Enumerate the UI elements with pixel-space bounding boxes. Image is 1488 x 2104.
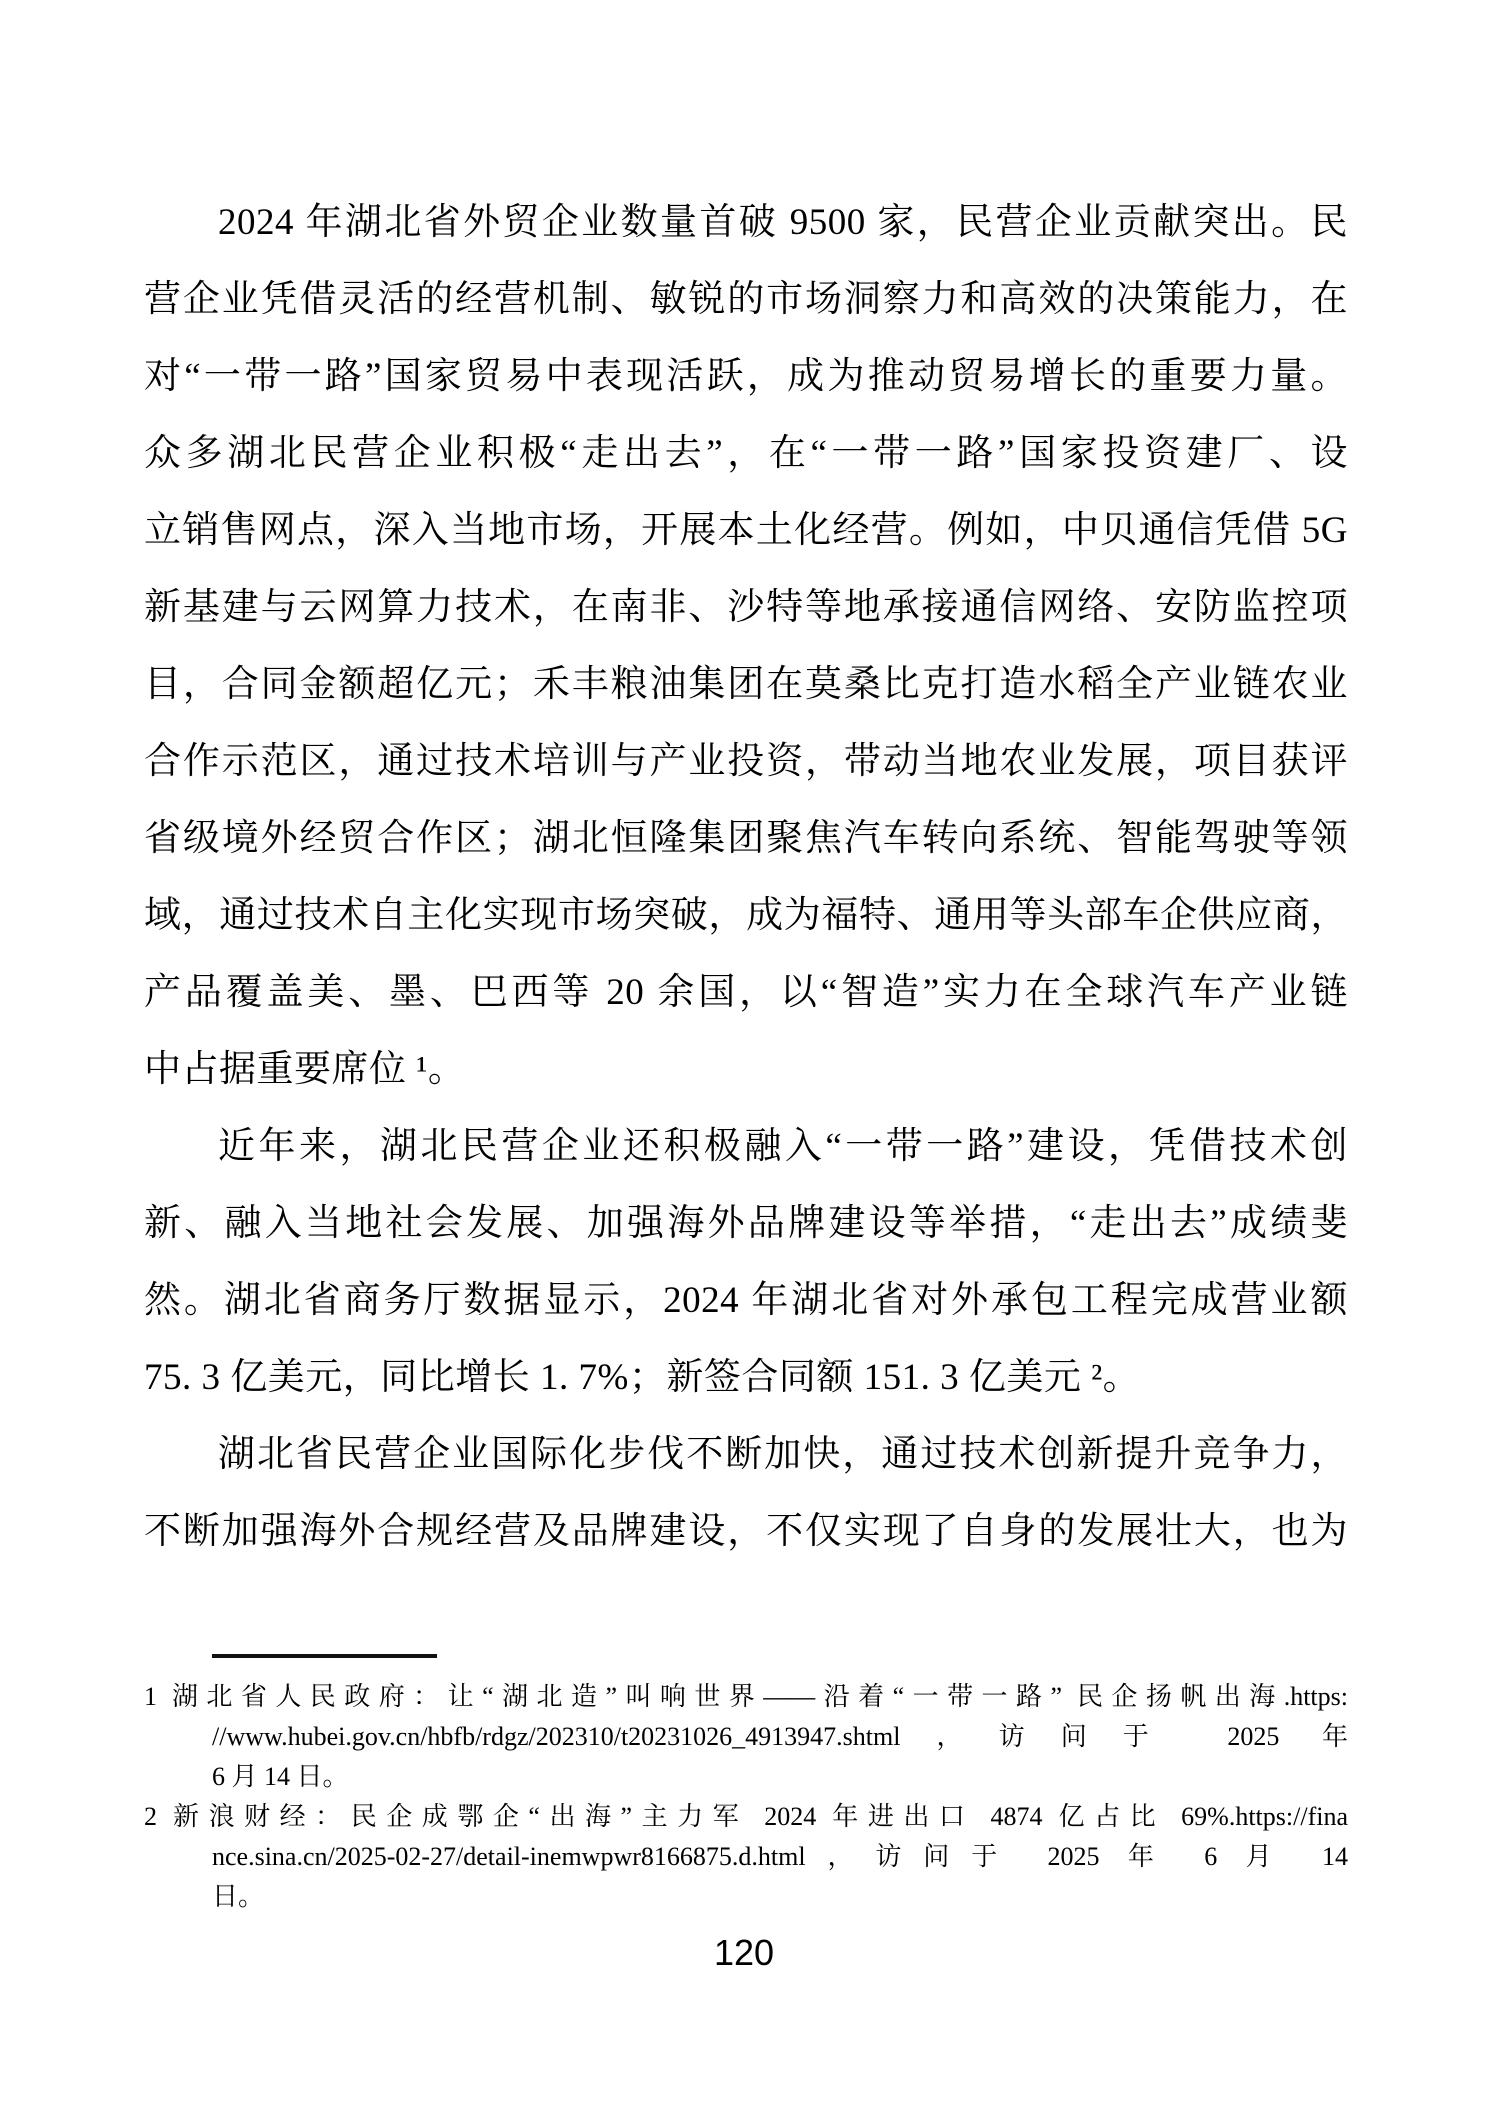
text-line: 中占据重要席位 ¹。	[144, 1049, 466, 1090]
text-line: 省级境外经贸合作区；湖北恒隆集团聚焦汽车转向系统、智能驾驶等领	[144, 818, 1348, 859]
footnote-line: 2 新浪财经：民企成鄂企“出海”主力军 2024 年进出口 4874 亿占比 69%.https://fina	[144, 1802, 1348, 1831]
text-line: 湖北省民营企业国际化步伐不断加快，通过技术创新提升竞争力，	[218, 1434, 1348, 1475]
text-line: 然。湖北省商务厅数据显示，2024 年湖北省对外承包工程完成营业额	[144, 1280, 1348, 1321]
footnote-separator	[212, 1654, 437, 1658]
footnote-line: 6 月 14 日。	[212, 1762, 349, 1791]
text-line: 产品覆盖美、墨、巴西等 20 余国，以“智造”实力在全球汽车产业链	[144, 972, 1348, 1013]
footnote-line: nce.sina.cn/2025-02-27/detail-inemwpwr8166875.d.html，访问于 2025 年 6 月 14	[212, 1842, 1348, 1871]
text-line: 合作示范区，通过技术培训与产业投资，带动当地农业发展，项目获评	[144, 741, 1348, 782]
text-line: 域，通过技术自主化实现市场突破，成为福特、通用等头部车企供应商，	[144, 895, 1348, 936]
text-line: 目，合同金额超亿元；禾丰粮油集团在莫桑比克打造水稻全产业链农业	[144, 664, 1348, 705]
footnotes	[144, 1677, 1348, 1917]
footnote-line: //www.hubei.gov.cn/hbfb/rdgz/202310/t20231026_4913947.shtml，访问于 2025 年	[212, 1722, 1348, 1751]
text-line: 新、融入当地社会发展、加强海外品牌建设等举措，“走出去”成绩斐	[144, 1203, 1348, 1244]
footnote-line: 1 湖北省人民政府：让“湖北造”叫响世界——沿着“一带一路” 民企扬帆出海.https:	[144, 1682, 1348, 1711]
text-line: 2024 年湖北省外贸企业数量首破 9500 家，民营企业贡献突出。民	[218, 202, 1348, 243]
text-line: 众多湖北民营企业积极“走出去”，在“一带一路”国家投资建厂、设	[144, 433, 1348, 474]
paragraph-3	[144, 1416, 1348, 1570]
text-line: 近年来，湖北民营企业还积极融入“一带一路”建设，凭借技术创	[218, 1126, 1348, 1167]
body-text	[144, 184, 1348, 1570]
text-line: 立销售网点，深入当地市场，开展本土化经营。例如，中贝通信凭借 5G	[144, 510, 1348, 551]
footnote-line: 日。	[212, 1882, 265, 1911]
text-line: 75. 3 亿美元，同比增长 1. 7%；新签合同额 151. 3 亿美元 ²。	[144, 1357, 1141, 1398]
text-line: 营企业凭借灵活的经营机制、敏锐的市场洞察力和高效的决策能力，在	[144, 279, 1348, 320]
paragraph-2	[144, 1108, 1348, 1416]
page-number: 120	[713, 1932, 775, 1973]
text-line: 新基建与云网算力技术，在南非、沙特等地承接通信网络、安防监控项	[144, 587, 1348, 628]
text-line: 不断加强海外合规经营及品牌建设，不仅实现了自身的发展壮大，也为	[144, 1511, 1348, 1552]
paragraph-1	[144, 184, 1348, 1108]
text-line: 对“一带一路”国家贸易中表现活跃，成为推动贸易增长的重要力量。	[144, 356, 1348, 397]
